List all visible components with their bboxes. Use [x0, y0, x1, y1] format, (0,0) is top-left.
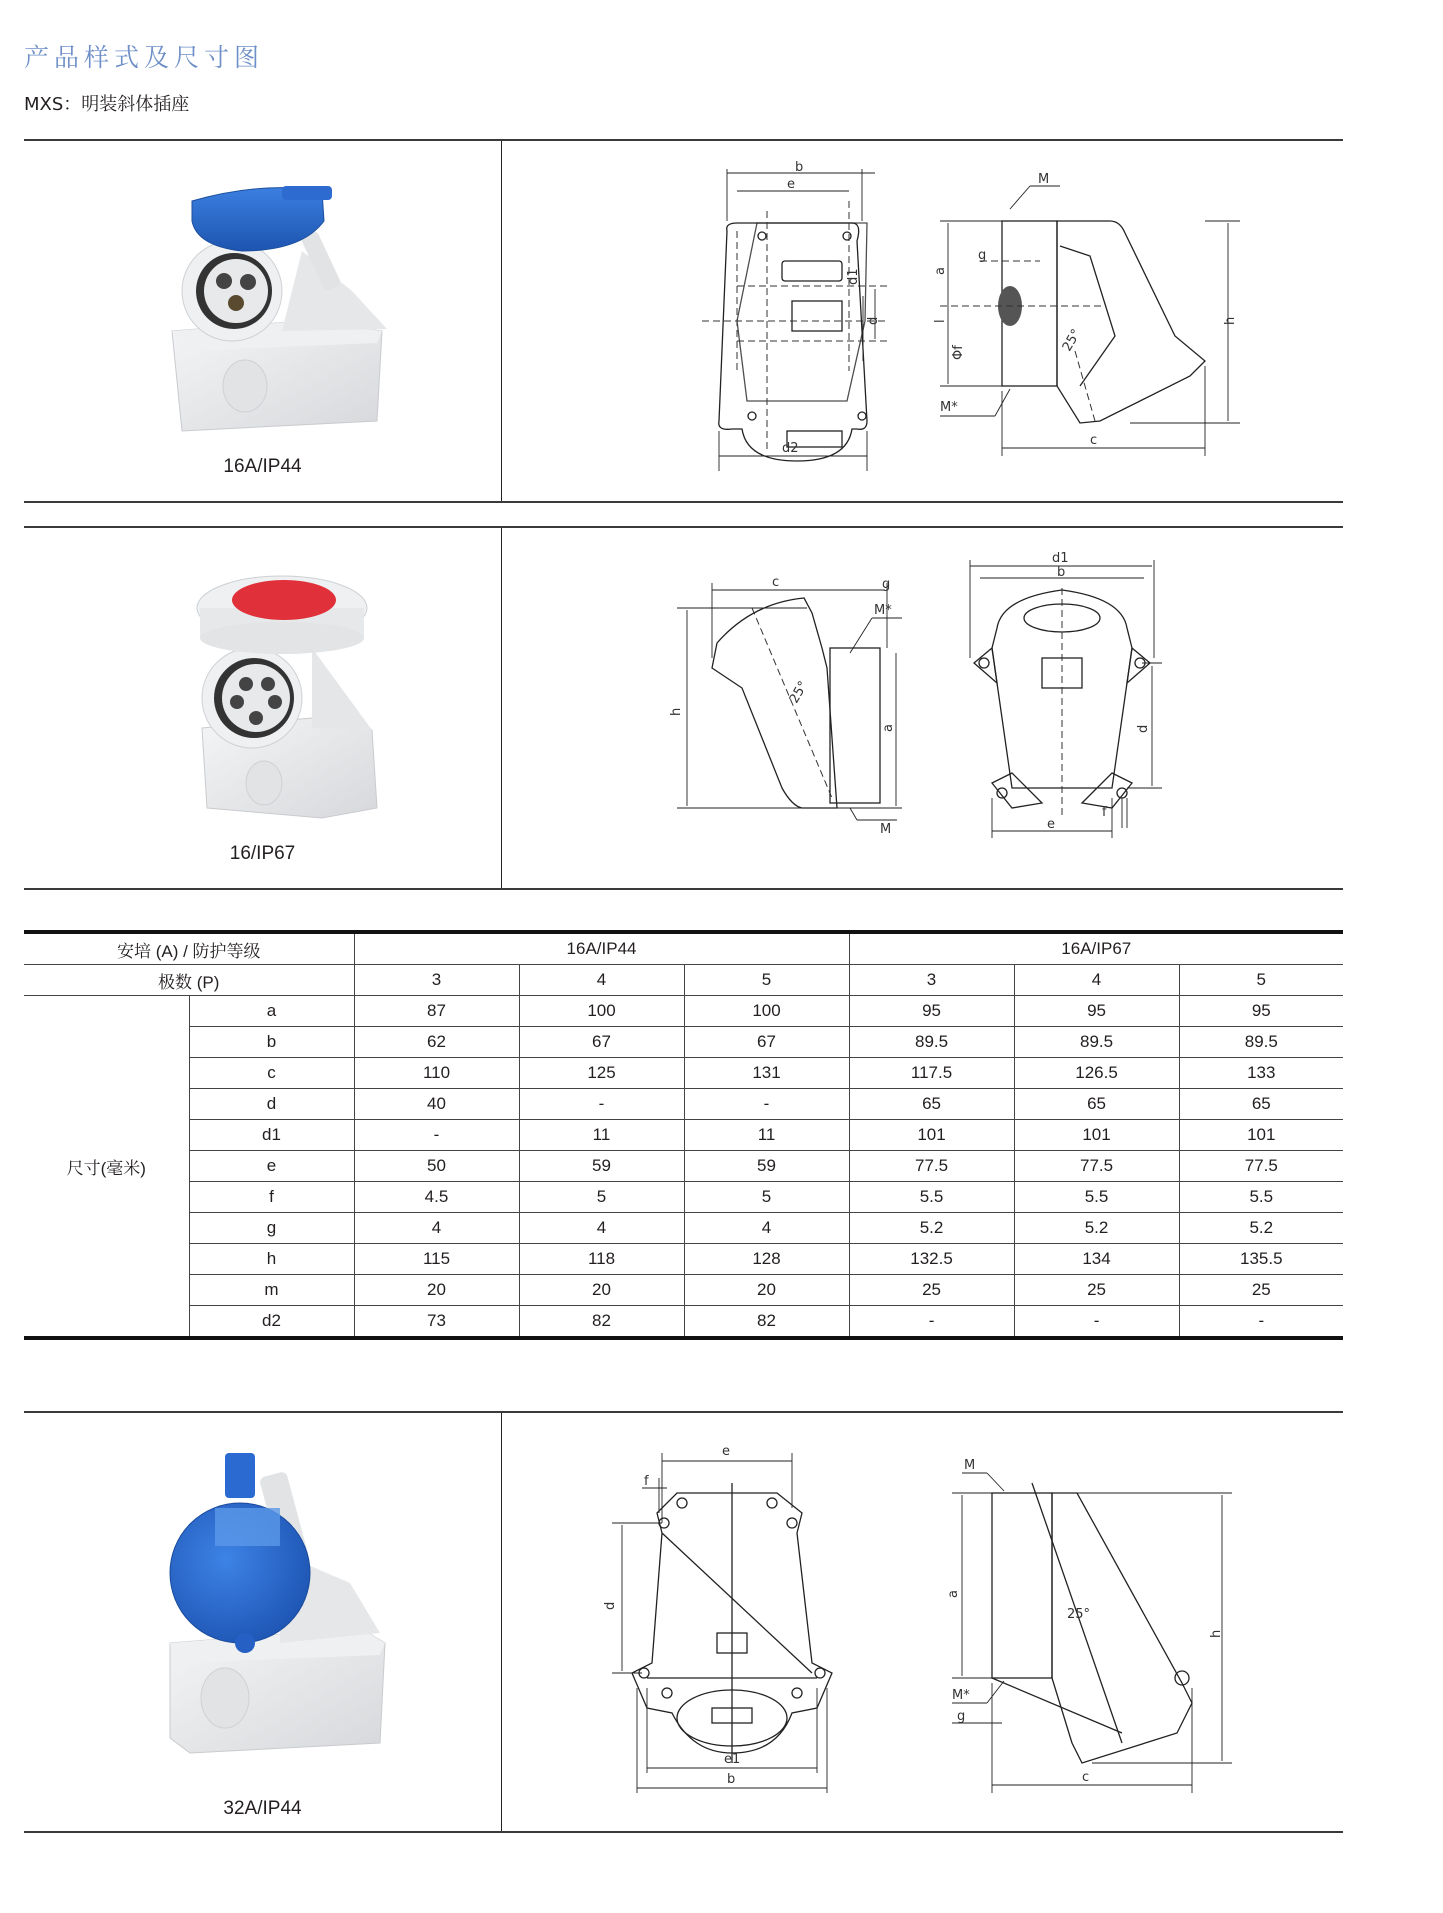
dimension-value: 65 [1014, 1089, 1179, 1120]
dimension-name: h [189, 1244, 354, 1275]
dim-label-m-star: M* [940, 400, 958, 415]
dimension-value: 89.5 [849, 1027, 1014, 1058]
dimension-value: 25 [1014, 1275, 1179, 1306]
dimension-value: 77.5 [1179, 1151, 1343, 1182]
dim-label-c: c [1090, 433, 1098, 448]
dimension-value: 95 [849, 996, 1014, 1027]
dimension-value: 77.5 [1014, 1151, 1179, 1182]
dim-label-d1: d1 [846, 268, 861, 285]
dim-label-g: g [978, 248, 987, 263]
dim-label-e: e [722, 1444, 730, 1459]
dimension-value: 115 [354, 1244, 519, 1275]
product-section-16a-ip44 [24, 139, 1343, 503]
dimension-value: 101 [1014, 1120, 1179, 1151]
dimension-value: 101 [1179, 1120, 1343, 1151]
dimension-value: 82 [684, 1306, 849, 1339]
poles-value: 5 [684, 965, 849, 996]
dimension-value: 59 [519, 1151, 684, 1182]
dimension-spec-table [24, 930, 1343, 1340]
dim-label-angle: 25° [1067, 1607, 1091, 1622]
dimension-name: m [189, 1275, 354, 1306]
front-view-drawing [962, 548, 1162, 838]
product-section-32a-ip44 [24, 1411, 1343, 1833]
dimension-value: 89.5 [1014, 1027, 1179, 1058]
header-group-16a-ip67: 16A/IP67 [849, 932, 1343, 965]
table-row [24, 1306, 1343, 1339]
dimension-name: g [189, 1213, 354, 1244]
dimension-value: 134 [1014, 1244, 1179, 1275]
dim-label-d: d [1136, 724, 1151, 733]
front-view-drawing [602, 1433, 862, 1793]
dim-label-f: f [644, 1474, 649, 1489]
dim-label-m: M [964, 1458, 976, 1473]
table-row [24, 1182, 1343, 1213]
table-row [24, 996, 1343, 1027]
table-row [24, 1058, 1343, 1089]
dim-label-e1: e1 [724, 1752, 741, 1767]
dim-label-h: h [669, 707, 684, 716]
dimension-value: 73 [354, 1306, 519, 1339]
side-view-drawing [933, 171, 1240, 461]
dimension-value: 5.5 [1014, 1182, 1179, 1213]
dimension-value: 25 [849, 1275, 1014, 1306]
table-row [24, 1120, 1343, 1151]
table-poles-row [24, 965, 1343, 996]
dimension-value: 100 [684, 996, 849, 1027]
dimension-value: - [519, 1089, 684, 1120]
dimension-name: d2 [189, 1306, 354, 1339]
dimension-value: 67 [684, 1027, 849, 1058]
dimension-value: 101 [849, 1120, 1014, 1151]
dimension-value: 133 [1179, 1058, 1343, 1089]
poles-label: 极数 (P) [24, 965, 354, 996]
page-title: 产品样式及尺寸图 [24, 43, 265, 72]
dimension-value: 77.5 [849, 1151, 1014, 1182]
dim-label-g: g [882, 577, 891, 592]
dimension-value: - [684, 1089, 849, 1120]
dim-label-phi-f: Φf [951, 345, 966, 360]
dimension-value: 5.5 [1179, 1182, 1343, 1213]
socket-photo-blue-32a [150, 1453, 410, 1753]
front-view-drawing [697, 161, 897, 461]
dimension-value: 95 [1179, 996, 1343, 1027]
product-caption: 16A/IP44 [223, 456, 302, 477]
dimension-drawing-cell [502, 1413, 1343, 1831]
dim-label-h: h [1223, 316, 1238, 325]
poles-value: 4 [1014, 965, 1179, 996]
dimension-value: 67 [519, 1027, 684, 1058]
dimension-value: - [849, 1306, 1014, 1339]
dim-label-c: c [1082, 1770, 1090, 1785]
dim-label-a: a [933, 267, 948, 275]
poles-value: 3 [849, 965, 1014, 996]
dimension-value: 4 [354, 1213, 519, 1244]
dimension-value: 95 [1014, 996, 1179, 1027]
dimension-value: 11 [519, 1120, 684, 1151]
header-group-16a-ip44: 16A/IP44 [354, 932, 849, 965]
dimension-drawing-cell [502, 528, 1343, 888]
dim-label-m-star: M* [874, 603, 892, 618]
dimension-value: 87 [354, 996, 519, 1027]
dimension-value: 5 [684, 1182, 849, 1213]
dimension-group-label: 尺寸(毫米) [24, 996, 189, 1339]
dimension-value: - [1014, 1306, 1179, 1339]
dim-label-m: M [880, 822, 892, 837]
dimension-name: c [189, 1058, 354, 1089]
dimension-value: 110 [354, 1058, 519, 1089]
dim-label-d1: d1 [1052, 551, 1069, 566]
dim-label-m: M [1038, 172, 1050, 187]
dimension-value: 131 [684, 1058, 849, 1089]
poles-value: 3 [354, 965, 519, 996]
dimension-value: - [1179, 1306, 1343, 1339]
dim-label-d2: d2 [782, 441, 799, 456]
product-caption: 16/IP67 [229, 843, 296, 864]
dim-label-d: d [866, 316, 881, 325]
side-view-drawing [669, 558, 902, 838]
dimension-value: 65 [1179, 1089, 1343, 1120]
table-row [24, 1244, 1343, 1275]
dim-label-d: d [603, 1601, 618, 1610]
product-caption: 32A/IP44 [223, 1798, 302, 1819]
poles-value: 5 [1179, 965, 1343, 996]
dim-label-h: h [1209, 1629, 1224, 1638]
dim-label-a: a [881, 724, 896, 732]
dimension-name: e [189, 1151, 354, 1182]
dim-label-g: g [957, 1709, 966, 1724]
dimension-value: 135.5 [1179, 1244, 1343, 1275]
dim-label-angle: 25° [1059, 326, 1085, 355]
dim-label-a: a [946, 1590, 961, 1598]
dimension-value: 117.5 [849, 1058, 1014, 1089]
dimension-value: 65 [849, 1089, 1014, 1120]
dimension-value: 126.5 [1014, 1058, 1179, 1089]
dim-label-b: b [795, 160, 804, 175]
dimension-value: 4 [519, 1213, 684, 1244]
dim-label-angle: 25° [786, 678, 812, 707]
table-row [24, 1027, 1343, 1058]
dimension-value: - [354, 1120, 519, 1151]
dimension-value: 4.5 [354, 1182, 519, 1213]
dim-label-l: l [933, 319, 948, 323]
table-row [24, 1275, 1343, 1306]
dimension-name: a [189, 996, 354, 1027]
dimension-value: 89.5 [1179, 1027, 1343, 1058]
dim-label-c: c [772, 575, 780, 590]
dimension-name: d [189, 1089, 354, 1120]
dimension-value: 5.2 [849, 1213, 1014, 1244]
dimension-value: 20 [519, 1275, 684, 1306]
dimension-value: 20 [684, 1275, 849, 1306]
dimension-value: 125 [519, 1058, 684, 1089]
table-header-row [24, 932, 1343, 965]
dimension-name: b [189, 1027, 354, 1058]
dim-label-m-star: M* [952, 1688, 970, 1703]
dim-label-e: e [1047, 817, 1055, 832]
dimension-value: 62 [354, 1027, 519, 1058]
table-row [24, 1151, 1343, 1182]
dim-label-e: e [787, 177, 795, 192]
dimension-name: f [189, 1182, 354, 1213]
dim-label-b: b [727, 1772, 736, 1787]
side-view-drawing [932, 1433, 1232, 1793]
dimension-value: 20 [354, 1275, 519, 1306]
product-photo-cell [24, 528, 502, 888]
socket-photo-red-16a [162, 568, 412, 828]
table-row [24, 1089, 1343, 1120]
dimension-value: 100 [519, 996, 684, 1027]
product-section-16-ip67 [24, 526, 1343, 890]
dimension-value: 40 [354, 1089, 519, 1120]
dimension-value: 11 [684, 1120, 849, 1151]
product-photo-cell [24, 1413, 502, 1831]
dimension-value: 5.2 [1014, 1213, 1179, 1244]
dimension-name: d1 [189, 1120, 354, 1151]
dimension-value: 50 [354, 1151, 519, 1182]
poles-value: 4 [519, 965, 684, 996]
dimension-value: 4 [684, 1213, 849, 1244]
header-label-ampere-protection: 安培 (A) / 防护等级 [24, 932, 354, 965]
product-series-subtitle: MXS：明装斜体插座 [24, 94, 190, 115]
dimension-value: 118 [519, 1244, 684, 1275]
dimension-value: 59 [684, 1151, 849, 1182]
socket-photo-blue-16a [152, 181, 402, 441]
dim-label-f: f [1102, 805, 1107, 820]
dimension-value: 5.5 [849, 1182, 1014, 1213]
dimension-value: 5.2 [1179, 1213, 1343, 1244]
dimension-value: 132.5 [849, 1244, 1014, 1275]
dim-label-b: b [1057, 565, 1066, 580]
table-row [24, 1213, 1343, 1244]
dimension-value: 25 [1179, 1275, 1343, 1306]
dimension-value: 128 [684, 1244, 849, 1275]
dimension-drawing-cell [502, 141, 1343, 501]
product-photo-cell [24, 141, 502, 501]
dimension-value: 5 [519, 1182, 684, 1213]
dimension-value: 82 [519, 1306, 684, 1339]
